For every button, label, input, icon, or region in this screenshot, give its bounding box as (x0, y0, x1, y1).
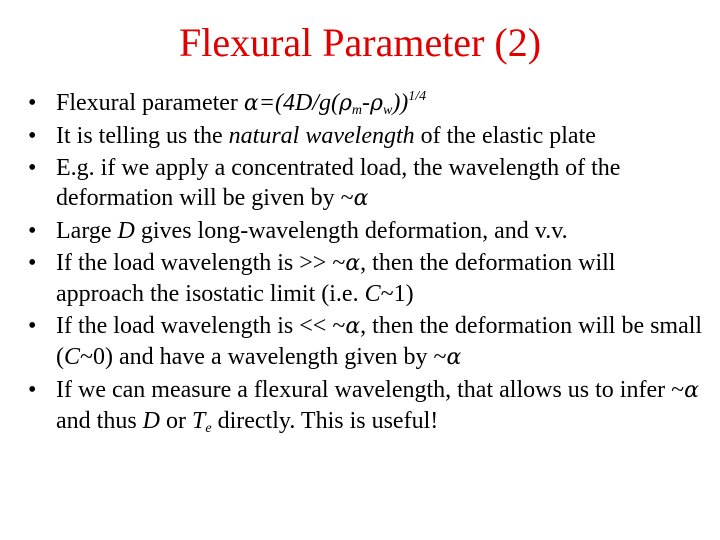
bullet-item (28, 153, 708, 214)
text-run: directly. This is useful! (211, 408, 439, 434)
formula-run: - (362, 90, 371, 116)
bullet-marker: • (28, 250, 37, 276)
bullet-marker: • (28, 90, 37, 116)
text-run: and thus (56, 408, 143, 434)
rho-symbol: ρ (370, 91, 383, 116)
emphasis-text: natural wavelength (228, 123, 415, 149)
alpha-symbol: α (345, 251, 361, 276)
bullet-text (56, 155, 620, 211)
variable-t: T (192, 408, 206, 434)
text-run: It is telling us the (56, 123, 229, 149)
subscript-m: m (351, 103, 363, 118)
bullet-text (56, 123, 596, 149)
text-run: Large (56, 218, 118, 244)
bullet-marker: • (28, 218, 37, 244)
alpha-symbol: α (446, 345, 462, 370)
bullet-text (56, 377, 699, 434)
alpha-symbol: α (353, 186, 369, 211)
text-run: , then the deformation will be small ( (56, 313, 703, 370)
variable-c: C (364, 281, 381, 307)
alpha-symbol: α (243, 91, 259, 116)
bullet-item (28, 121, 708, 151)
text-run: Flexural parameter (56, 90, 244, 116)
bullet-marker: • (28, 123, 37, 149)
bullet-item (28, 88, 708, 119)
text-run: ~1) (380, 281, 414, 307)
text-run: ~0) and have a wavelength given by ~ (80, 344, 447, 370)
variable-d: D (117, 218, 135, 244)
bullet-text (56, 313, 702, 370)
bullet-item (28, 311, 708, 373)
exponent: 1/4 (408, 89, 427, 104)
text-run: of the elastic plate (414, 123, 596, 149)
variable-d: D (142, 408, 161, 434)
text-run: If the load wavelength is << ~ (56, 313, 346, 339)
bullet-text (56, 250, 615, 307)
rho-symbol: ρ (338, 91, 352, 116)
bullet-marker: • (28, 155, 37, 181)
bullet-list (28, 88, 708, 438)
bullet-text (56, 90, 426, 116)
slide-title: Flexural Parameter (2) (178, 20, 542, 65)
alpha-symbol: α (684, 378, 699, 403)
bullet-item (28, 375, 708, 436)
variable-c: C (64, 344, 81, 370)
bullet-marker: • (28, 377, 37, 403)
text-run: gives long-wavelength deformation, and v.v. (134, 218, 568, 244)
subscript-w: w (382, 103, 393, 118)
bullet-text (56, 218, 568, 244)
subscript-e: e (205, 421, 212, 436)
bullet-marker: • (28, 313, 37, 339)
formula-run: =(4D/g( (258, 90, 339, 116)
formula-run: )) (392, 90, 409, 116)
text-run: E.g. if we apply a concentrated load, the wavelength of the deformation will be given by ~ (56, 155, 621, 211)
alpha-symbol: α (345, 314, 361, 339)
bullet-item (28, 248, 708, 309)
bullet-item (28, 216, 708, 246)
text-run: If we can measure a flexural wavelength, that allows us to infer ~ (56, 377, 685, 403)
text-run: , then the deformation will approach the isostatic limit (i.e. (56, 250, 616, 307)
text-run: or (160, 408, 193, 434)
text-run: If the load wavelength is >> ~ (56, 250, 346, 276)
